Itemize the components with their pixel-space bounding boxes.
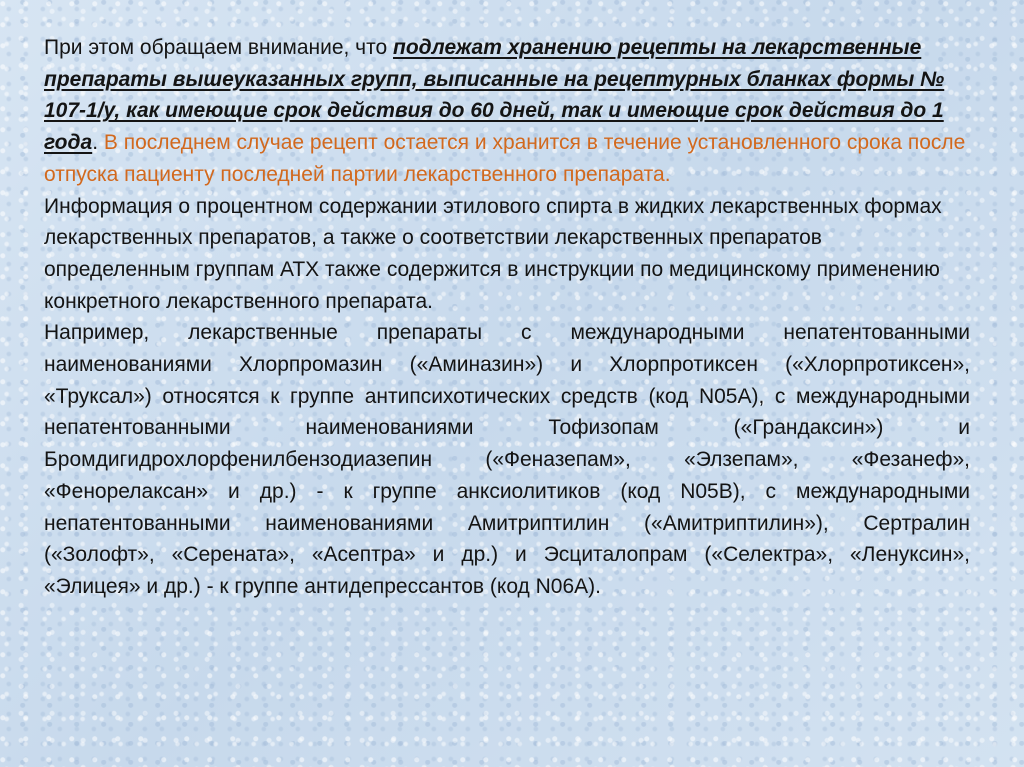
paragraph-prescription-storage <box>44 32 970 191</box>
paragraph1-highlight: В последнем случае рецепт остается и хранится в течение установленного срока после отпуска пациенту последней партии лекарственного препарата. <box>44 131 966 186</box>
paragraph1-intro: При этом обращаем внимание, что <box>44 36 394 59</box>
paragraph-alcohol-info: Информация о процентном содержании этилового спирта в жидких лекарственных формах лекарственных препаратов, а также о соответствии лекарственных препаратов определенным группам АТХ также содержится в инструкции по медицинскому применению конкретного лекарственного препарата. <box>44 194 942 313</box>
paragraph-drug-examples: Например, лекарственные препараты с международными непатентованными наименованиями Хлорпромазин («Аминазин») и Хлорпротиксен («Хлорпротиксен», «Труксал») относятся к группе антипсихотических средств (код N05A), с международными непатентованными наименованиями Тофизопам («Грандаксин») и Бромдигидрохлорфенилбензодиазепин («Феназепам», «Элзепам», «Фезанеф», «Фенорелаксан» и др.) - к группе анксиолитиков (код N05B), с международными непатентованными наименованиями Амитриптилин («Амитриптилин»), Сертралин («Золофт», «Серената», «Асептра» и др.) и Эсциталопрам («Селектра», «Ленуксин», «Элицея» и др.) - к группе антидепрессантов (код N06A). <box>44 321 970 598</box>
paragraph1-emphasis: подлежат хранению рецепты на лекарственные препараты вышеуказанных групп, выписанные на рецептурных бланках формы № 107-1/у, как имеющие срок действия до 60 дней, так и имеющие срок действия до 1 года <box>44 36 945 155</box>
paragraph1-period: . <box>92 131 104 155</box>
slide-text-block <box>44 32 970 603</box>
